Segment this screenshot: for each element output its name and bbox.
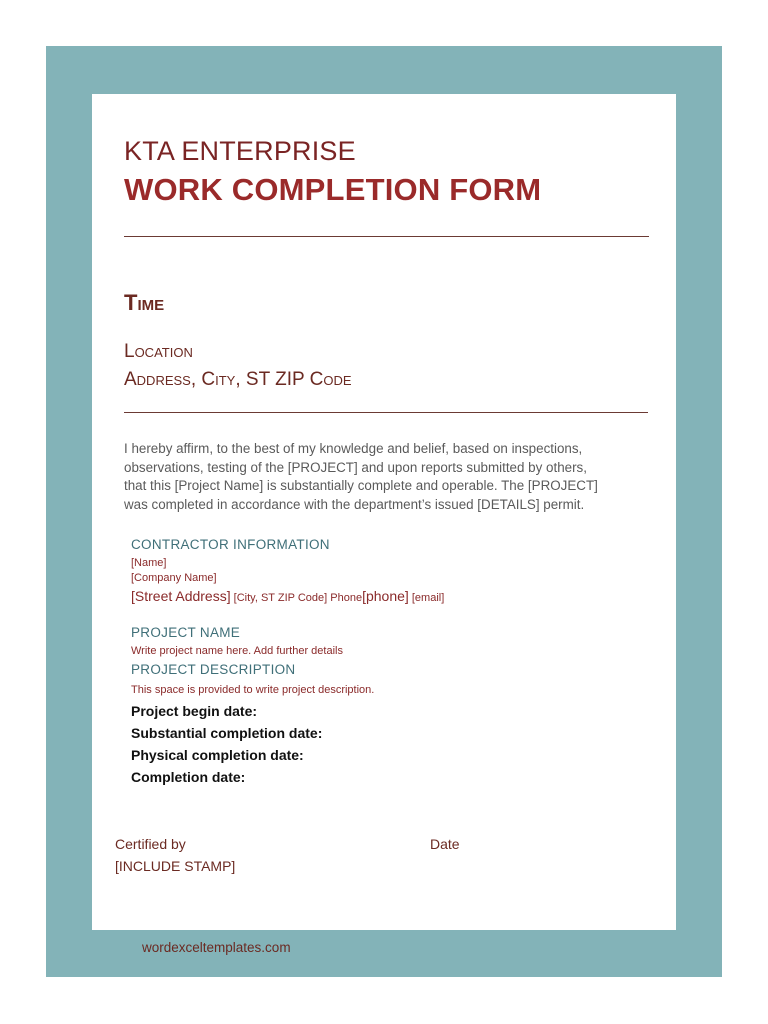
contractor-heading: CONTRACTOR INFORMATION xyxy=(131,537,330,552)
contractor-phone-label: Phone xyxy=(330,592,363,604)
project-name-heading: PROJECT NAME xyxy=(131,625,241,640)
affirmation-line: observations, testing of the [PROJECT] and upon reports submitted by others, xyxy=(124,459,587,475)
contractor-company: [Company Name] xyxy=(131,572,217,584)
address-divider xyxy=(124,412,648,413)
contractor-name: [Name] xyxy=(131,557,167,569)
event-address: Address, City, ST ZIP Code xyxy=(124,369,352,390)
affirmation-line: was completed in accordance with the department’s issued [DETAILS] permit. xyxy=(124,496,585,512)
contractor-contact-line xyxy=(131,588,444,604)
contractor-street-address: [Street Address] xyxy=(131,588,231,604)
company-name: KTA ENTERPRISE xyxy=(124,136,356,166)
project-begin-date: Project begin date: xyxy=(131,703,258,719)
affirmation-paragraph xyxy=(124,440,654,514)
event-time: Time xyxy=(124,290,165,315)
substantial-completion-date: Substantial completion date: xyxy=(131,725,323,741)
project-name-text: Write project name here. Add further details xyxy=(131,645,343,657)
physical-completion-date: Physical completion date: xyxy=(131,747,304,763)
stamp-placeholder: [INCLUDE STAMP] xyxy=(115,858,236,874)
certified-by-label: Certified by xyxy=(115,836,186,852)
form-title: WORK COMPLETION FORM xyxy=(124,172,542,207)
affirmation-line: I hereby affirm, to the best of my knowledge and belief, based on inspections, xyxy=(124,441,583,456)
contractor-phone: [phone] xyxy=(362,588,409,604)
contractor-email: [email] xyxy=(411,592,445,604)
contractor-city-zip: [City, ST ZIP Code] xyxy=(233,592,328,604)
completion-date: Completion date: xyxy=(131,769,246,785)
footer-website[interactable]: wordexceltemplates.com xyxy=(142,940,291,955)
affirmation-line: that this [Project Name] is substantially complete and operable. The [PROJECT] xyxy=(124,478,598,494)
title-divider xyxy=(124,236,649,237)
date-label: Date xyxy=(430,836,460,852)
project-description-heading: PROJECT DESCRIPTION xyxy=(131,662,296,677)
event-location: Location xyxy=(124,341,193,362)
project-description-text: This space is provided to write project description. xyxy=(131,684,375,696)
